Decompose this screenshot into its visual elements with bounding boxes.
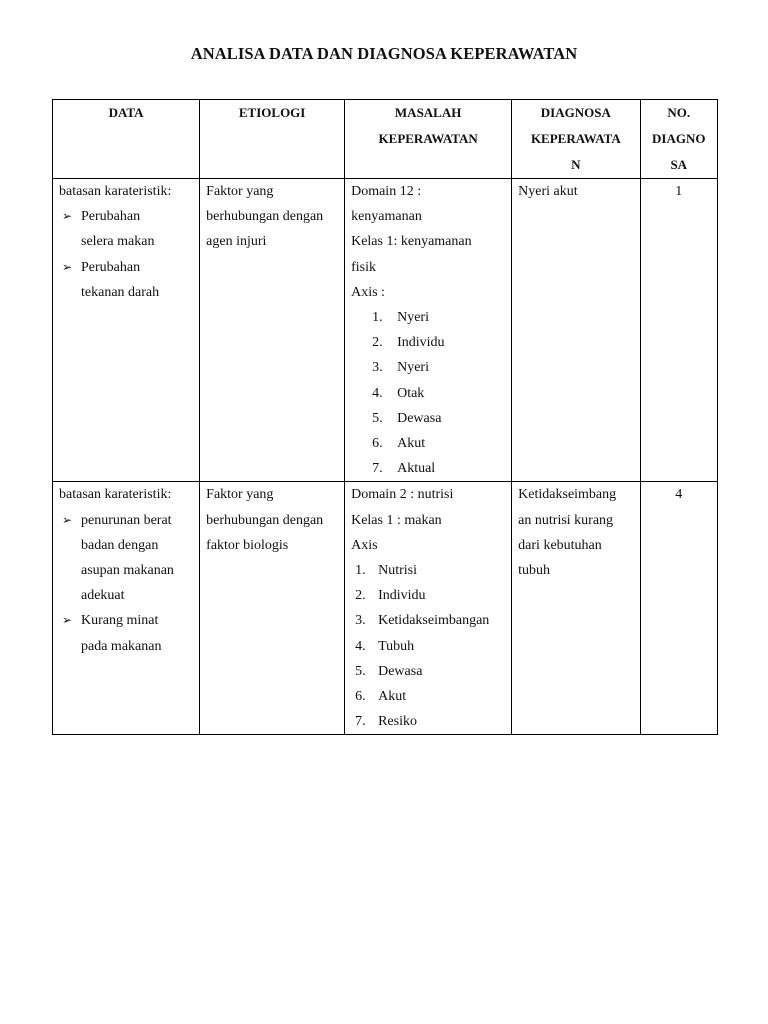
list-item-line: tekanan darah (81, 284, 160, 300)
axis-item-text: Dewasa (397, 410, 442, 426)
arrow-bullet-icon: ➢ (62, 209, 73, 224)
etiologi-line: berhubungan dengan (206, 512, 324, 528)
list-item-line: Kurang minat (81, 613, 159, 629)
axis-item-text: Akut (378, 689, 407, 705)
data-list (59, 204, 193, 305)
diagnosa-line: dari kebutuhan (518, 537, 602, 553)
axis-item: 6. Akut (355, 689, 407, 705)
list-item-line: badan dengan (81, 537, 159, 553)
cell-etiologi (200, 179, 345, 482)
diagnosa-line: an nutrisi kurang (518, 512, 614, 528)
axis-item: 2. Individu (355, 588, 426, 604)
axis-item-text: Otak (397, 385, 425, 401)
data-list (59, 508, 193, 659)
masalah-line: Domain 12 : (351, 184, 422, 199)
header-diagnosa-keperawatan (512, 100, 640, 179)
list-item-line: pada makanan (81, 638, 162, 654)
header-line: ETIOLOGI (238, 105, 306, 120)
axis-item-text: Nyeri (397, 360, 429, 376)
header-line: NO. (667, 105, 691, 120)
diagnosa-line: tubuh (518, 563, 551, 579)
header-no-diagnosa (640, 100, 717, 179)
list-item-line: Perubahan (81, 259, 141, 275)
arrow-bullet-icon: ➢ (62, 259, 73, 274)
masalah-line: kenyamanan (351, 209, 422, 225)
header-line: DIAGNOSA (540, 105, 611, 120)
masalah-line: Axis : (351, 284, 385, 300)
masalah-line: Kelas 1 : makan (351, 512, 442, 528)
cell-no-diagnosa (640, 482, 717, 735)
axis-list (351, 558, 505, 734)
header-line: DIAGNO (652, 131, 706, 146)
cell-data (53, 179, 200, 482)
list-item-line: asupan makanan (81, 563, 174, 579)
axis-item: 2. Individu (372, 335, 445, 351)
list-item-line: penurunan berat (81, 512, 172, 528)
cell-masalah (345, 482, 512, 735)
arrow-bullet-icon: ➢ (62, 512, 73, 527)
header-line: MASALAH (394, 105, 462, 120)
arrow-bullet-icon: ➢ (62, 613, 73, 628)
axis-item: 5. Dewasa (355, 663, 423, 679)
table-row (53, 179, 718, 482)
diagnosa-line: Nyeri akut (518, 184, 578, 199)
axis-item-text: Individu (397, 335, 445, 351)
etiologi-line: Faktor yang (206, 184, 274, 199)
masalah-line: fisik (351, 259, 376, 275)
header-line: KEPERAWATA (530, 131, 621, 146)
data-intro: batasan karateristik: (59, 487, 172, 503)
axis-item: 4. Otak (372, 385, 425, 401)
diagnosa-number: 4 (675, 487, 683, 503)
axis-item-text: Individu (378, 588, 426, 604)
cell-data (53, 482, 200, 735)
axis-item-text: Akut (397, 436, 426, 452)
etiologi-line: Faktor yang (206, 487, 274, 503)
masalah-line: Kelas 1: kenyamanan (351, 234, 472, 250)
etiologi-line: faktor biologis (206, 537, 289, 553)
list-item (59, 255, 193, 305)
list-item (59, 508, 193, 609)
table-row (53, 482, 718, 735)
masalah-line: Domain 2 : nutrisi (351, 487, 454, 503)
axis-item: 7. Aktual (372, 461, 436, 477)
masalah-line: Axis (351, 537, 378, 553)
axis-item-text: Nutrisi (378, 563, 417, 579)
table-header-row (53, 100, 718, 179)
cell-diagnosa (512, 179, 640, 482)
axis-list (351, 305, 505, 481)
axis-item-text: Aktual (397, 461, 436, 477)
cell-etiologi (200, 482, 345, 735)
axis-item-text: Dewasa (378, 663, 423, 679)
header-line: DATA (108, 105, 144, 120)
cell-masalah (345, 179, 512, 482)
cell-diagnosa (512, 482, 640, 735)
data-intro: batasan karateristik: (59, 184, 172, 199)
diagnosa-number: 1 (675, 184, 683, 199)
etiologi-line: agen injuri (206, 234, 267, 250)
list-item (59, 608, 193, 658)
header-data (53, 100, 200, 179)
axis-item: 6. Akut (372, 436, 426, 452)
header-line: SA (670, 157, 688, 172)
nursing-diagnosis-table (52, 99, 718, 735)
axis-item: 3. Nyeri (372, 360, 429, 376)
axis-item: 1. Nyeri (372, 310, 429, 326)
axis-item-text: Ketidakseimbangan (378, 613, 490, 629)
axis-item: 3. Ketidakseimbangan (355, 613, 490, 629)
list-item-line: selera makan (81, 234, 155, 250)
axis-item: 4. Tubuh (355, 638, 415, 654)
etiologi-line: berhubungan dengan (206, 209, 324, 225)
axis-item-text: Tubuh (378, 638, 415, 654)
header-etiologi (200, 100, 345, 179)
axis-item: 1. Nutrisi (355, 563, 417, 579)
header-line: KEPERAWATAN (378, 131, 478, 146)
list-item-line: Perubahan (81, 209, 141, 225)
header-line: N (571, 157, 581, 172)
cell-no-diagnosa (640, 179, 717, 482)
header-masalah-keperawatan (345, 100, 512, 179)
axis-item: 7. Resiko (355, 714, 417, 730)
axis-item-text: Resiko (378, 714, 417, 730)
axis-item: 5. Dewasa (372, 410, 442, 426)
diagnosa-line: Ketidakseimbang (518, 487, 617, 503)
list-item-line: adekuat (81, 588, 125, 604)
axis-item-text: Nyeri (397, 310, 429, 326)
document-title: ANALISA DATA DAN DIAGNOSA KEPERAWATAN (190, 44, 578, 63)
list-item (59, 204, 193, 254)
